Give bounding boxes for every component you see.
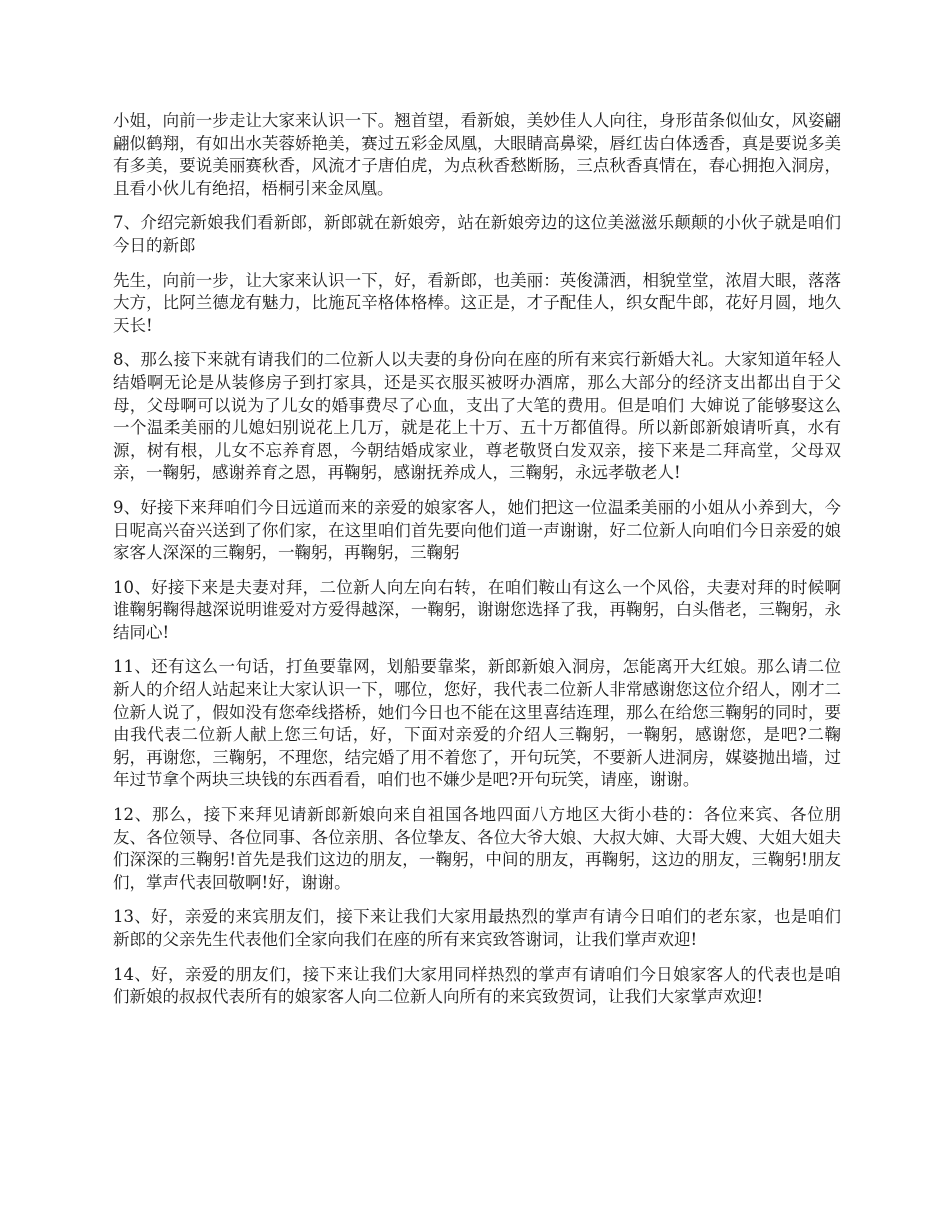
paragraph-groom-description: 先生，向前一步，让大家来认识一下，好，看新郎，也美丽：英俊潇洒，相貌堂堂，浓眉大眼，落落大方，比阿兰德龙有魅力，比施瓦辛格体格棒。这正是，才子配佳人，织女配牛郎，花好月圆，地久天长! bbox=[113, 270, 841, 335]
paragraph-8-bow-to-parents: 8、那么接下来就有请我们的二位新人以夫妻的身份向在座的所有来宾行新婚大礼。大家知道年轻人结婚啊无论是从装修房子到打家具，还是买衣服买被呀办酒席，那么大部分的经济支出都出自于父母，父母啊可以说为了儿女的婚事费尽了心血，支出了大笔的费用。但是咱们 大婶说了能够娶这么一个温柔美丽的儿媳妇别说花上几万，就是花上十万、五十万都值得。所以新郎新娘请听真，水有源，树有根，儿女不忘养育恩，今朝结婚成家业，尊老敬贤白发双亲，接下来是二拜高堂，父母双亲，一鞠躬，感谢养育之恩，再鞠躬，感谢抚养成人，三鞠躬，永远孝敬老人! bbox=[113, 350, 841, 483]
document-body bbox=[113, 110, 841, 1021]
paragraph-13-father-speech: 13、好，亲爱的来宾朋友们，接下来让我们大家用最热烈的掌声有请今日咱们的老东家，也是咱们新郎的父亲先生代表他们全家向我们在座的所有来宾致答谢词，让我们掌声欢迎! bbox=[113, 907, 841, 949]
paragraph-7-groom-intro: 7、介绍完新娘我们看新郎，新郎就在新娘旁，站在新娘旁边的这位美滋滋乐颠颠的小伙子就是咱们今日的新郎 bbox=[113, 213, 841, 255]
paragraph-10-couple-bow: 10、好接下来是夫妻对拜，二位新人向左向右转，在咱们鞍山有这么一个风俗，夫妻对拜的时候啊谁鞠躬鞠得越深说明谁爱对方爱得越深，一鞠躬，谢谢您选择了我，再鞠躬，白头偕老，三鞠躬，永结同心! bbox=[113, 577, 841, 642]
paragraph-bride-intro: 小姐，向前一步走让大家来认识一下。翘首望，看新娘，美妙佳人人向往，身形苗条似仙女，风姿翩翩似鹤翔，有如出水芙蓉娇艳美，赛过五彩金凤凰，大眼睛高鼻梁，唇红齿白体透香，真是要说多美有多美，要说美丽赛秋香，风流才子唐伯虎，为点秋香愁断肠，三点秋香真情在，春心拥抱入洞房，且看小伙儿有绝招，梧桐引来金凤凰。 bbox=[113, 111, 841, 198]
paragraph-11-matchmaker: 11、还有这么一句话，打鱼要靠网，划船要靠桨，新郎新娘入洞房，怎能离开大红娘。那么请二位新人的介绍人站起来让大家认识一下，哪位，您好，我代表二位新人非常感谢您这位介绍人，刚才二位新人说了，假如没有您牵线搭桥，她们今日也不能在这里喜结连理，那么在给您三鞠躬的同时，要由我代表二位新人献上您三句话，好，下面对亲爱的介绍人三鞠躬，一鞠躬，感谢您，是吧?二鞠躬，再谢您，三鞠躬，不理您，结完婚了用不着您了，开句玩笑，不要新人进洞房，媒婆抛出墙，过年过节拿个两块三块钱的东西看看，咱们也不嫌少是吧?开句玩笑，请座，谢谢。 bbox=[113, 657, 841, 790]
paragraph-9-bow-to-bride-family: 9、好接下来拜咱们今日远道而来的亲爱的娘家客人，她们把这一位温柔美丽的小姐从小养到大，今日呢高兴奋兴送到了你们家，在这里咱们首先要向他们道一声谢谢，好二位新人向咱们今日亲爱的娘家客人深深的三鞠躬，一鞠躬，再鞠躬，三鞠躬 bbox=[113, 497, 841, 563]
paragraph-14-uncle-speech: 14、好，亲爱的朋友们，接下来让我们大家用同样热烈的掌声有请咱们今日娘家客人的代表也是咱们新娘的叔叔代表所有的娘家客人向二位新人向所有的来宾致贺词，让我们大家掌声欢迎! bbox=[113, 964, 841, 1007]
paragraph-12-bow-to-guests: 12、那么，接下来拜见请新郎新娘向来自祖国各地四面八方地区大街小巷的：各位来宾、各位朋友、各位领导、各位同事、各位亲朋、各位挚友、各位大爷大娘、大叔大婶、大哥大嫂、大姐大姐夫们深深的三鞠躬!首先是我们这边的朋友，一鞠躬，中间的朋友，再鞠躬，这边的朋友，三鞠躬!朋友们，掌声代表回敬啊!好，谢谢。 bbox=[113, 805, 841, 892]
